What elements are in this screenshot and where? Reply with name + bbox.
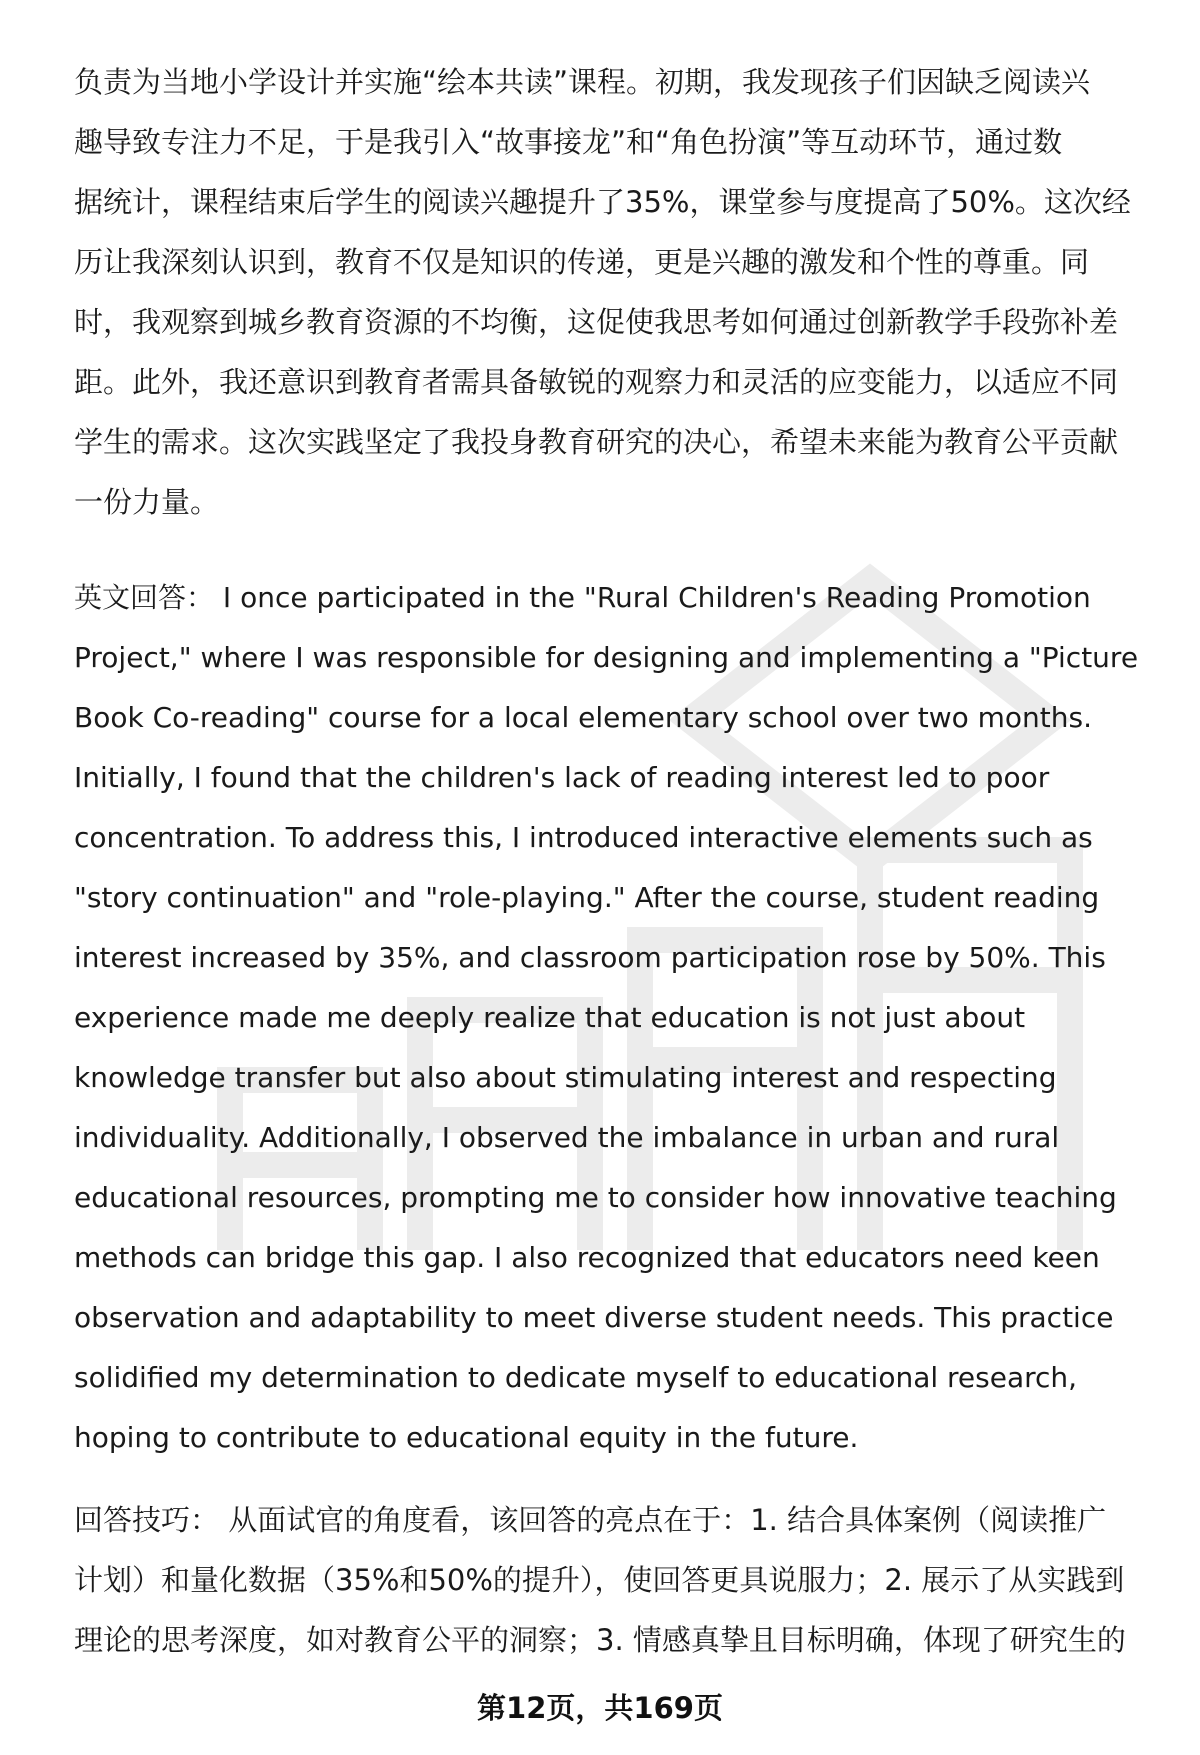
text-line: Initially, I found that the children's lack of reading interest led to poor [74, 761, 1050, 794]
text-line: observation and adaptability to meet diverse student needs. This practice [74, 1301, 1114, 1334]
text-line [74, 568, 1154, 628]
text-line: educational resources, prompting me to consider how innovative teaching [74, 1181, 1117, 1214]
text-line: knowledge transfer but also about stimulating interest and respecting [74, 1061, 1057, 1094]
text-line: 计划）和量化数据（35%和50%的提升），使回答更具说服力；2. 展示了从实践到 [74, 1563, 1125, 1597]
answer-tips-label: 回答技巧： [74, 1503, 220, 1537]
text-line: Project," where I was responsible for designing and implementing a "Picture [74, 641, 1139, 674]
text-line: 历让我深刻认识到，教育不仅是知识的传递，更是兴趣的激发和个性的尊重。同 [74, 245, 1090, 279]
text-line: 理论的思考深度，如对教育公平的洞察；3. 情感真挚且目标明确，体现了研究生的 [74, 1623, 1126, 1657]
paragraph-english-answer [74, 568, 1154, 1468]
paragraph-chinese-answer [74, 52, 1154, 532]
answer-tips-text: 从面试官的角度看，该回答的亮点在于：1. 结合具体案例（阅读推广 [219, 1503, 1107, 1537]
text-line: methods can bridge this gap. I also recognized that educators need keen [74, 1241, 1100, 1274]
text-line: concentration. To address this, I introduced interactive elements such as [74, 821, 1093, 854]
paragraph-answer-tips [74, 1490, 1154, 1670]
english-answer-text: I once participated in the "Rural Children's Reading Promotion [214, 581, 1091, 614]
text-line: 趣导致专注力不足，于是我引入“故事接龙”和“角色扮演”等互动环节，通过数 [74, 125, 1063, 159]
text-line: interest increased by 35%, and classroom participation rose by 50%. This [74, 941, 1106, 974]
text-line: individuality. Additionally, I observed the imbalance in urban and rural [74, 1121, 1060, 1154]
text-line: Book Co-reading" course for a local elementary school over two months. [74, 701, 1093, 734]
text-line: experience made me deeply realize that education is not just about [74, 1001, 1026, 1034]
text-line: 学生的需求。这次实践坚定了我投身教育研究的决心，希望未来能为教育公平贡献 [74, 425, 1119, 459]
page-number: 第12页，共169页 [477, 1691, 723, 1725]
text-line: "story continuation" and "role-playing." After the course, student reading [74, 881, 1100, 914]
text-line: 距。此外，我还意识到教育者需具备敏锐的观察力和灵活的应变能力，以适应不同 [74, 365, 1119, 399]
text-line [74, 1490, 1154, 1550]
text-line: 时，我观察到城乡教育资源的不均衡，这促使我思考如何通过创新教学手段弥补差 [74, 305, 1119, 339]
text-line: 据统计，课程结束后学生的阅读兴趣提升了35%，课堂参与度提高了50%。这次经 [74, 185, 1131, 219]
text-line: 一份力量。 [74, 485, 220, 519]
text-line: hoping to contribute to educational equity in the future. [74, 1421, 859, 1454]
text-line: solidified my determination to dedicate myself to educational research, [74, 1361, 1078, 1394]
english-answer-label: 英文回答： [74, 581, 215, 614]
text-line: 负责为当地小学设计并实施“绘本共读”课程。初期，我发现孩子们因缺乏阅读兴 [74, 65, 1091, 99]
